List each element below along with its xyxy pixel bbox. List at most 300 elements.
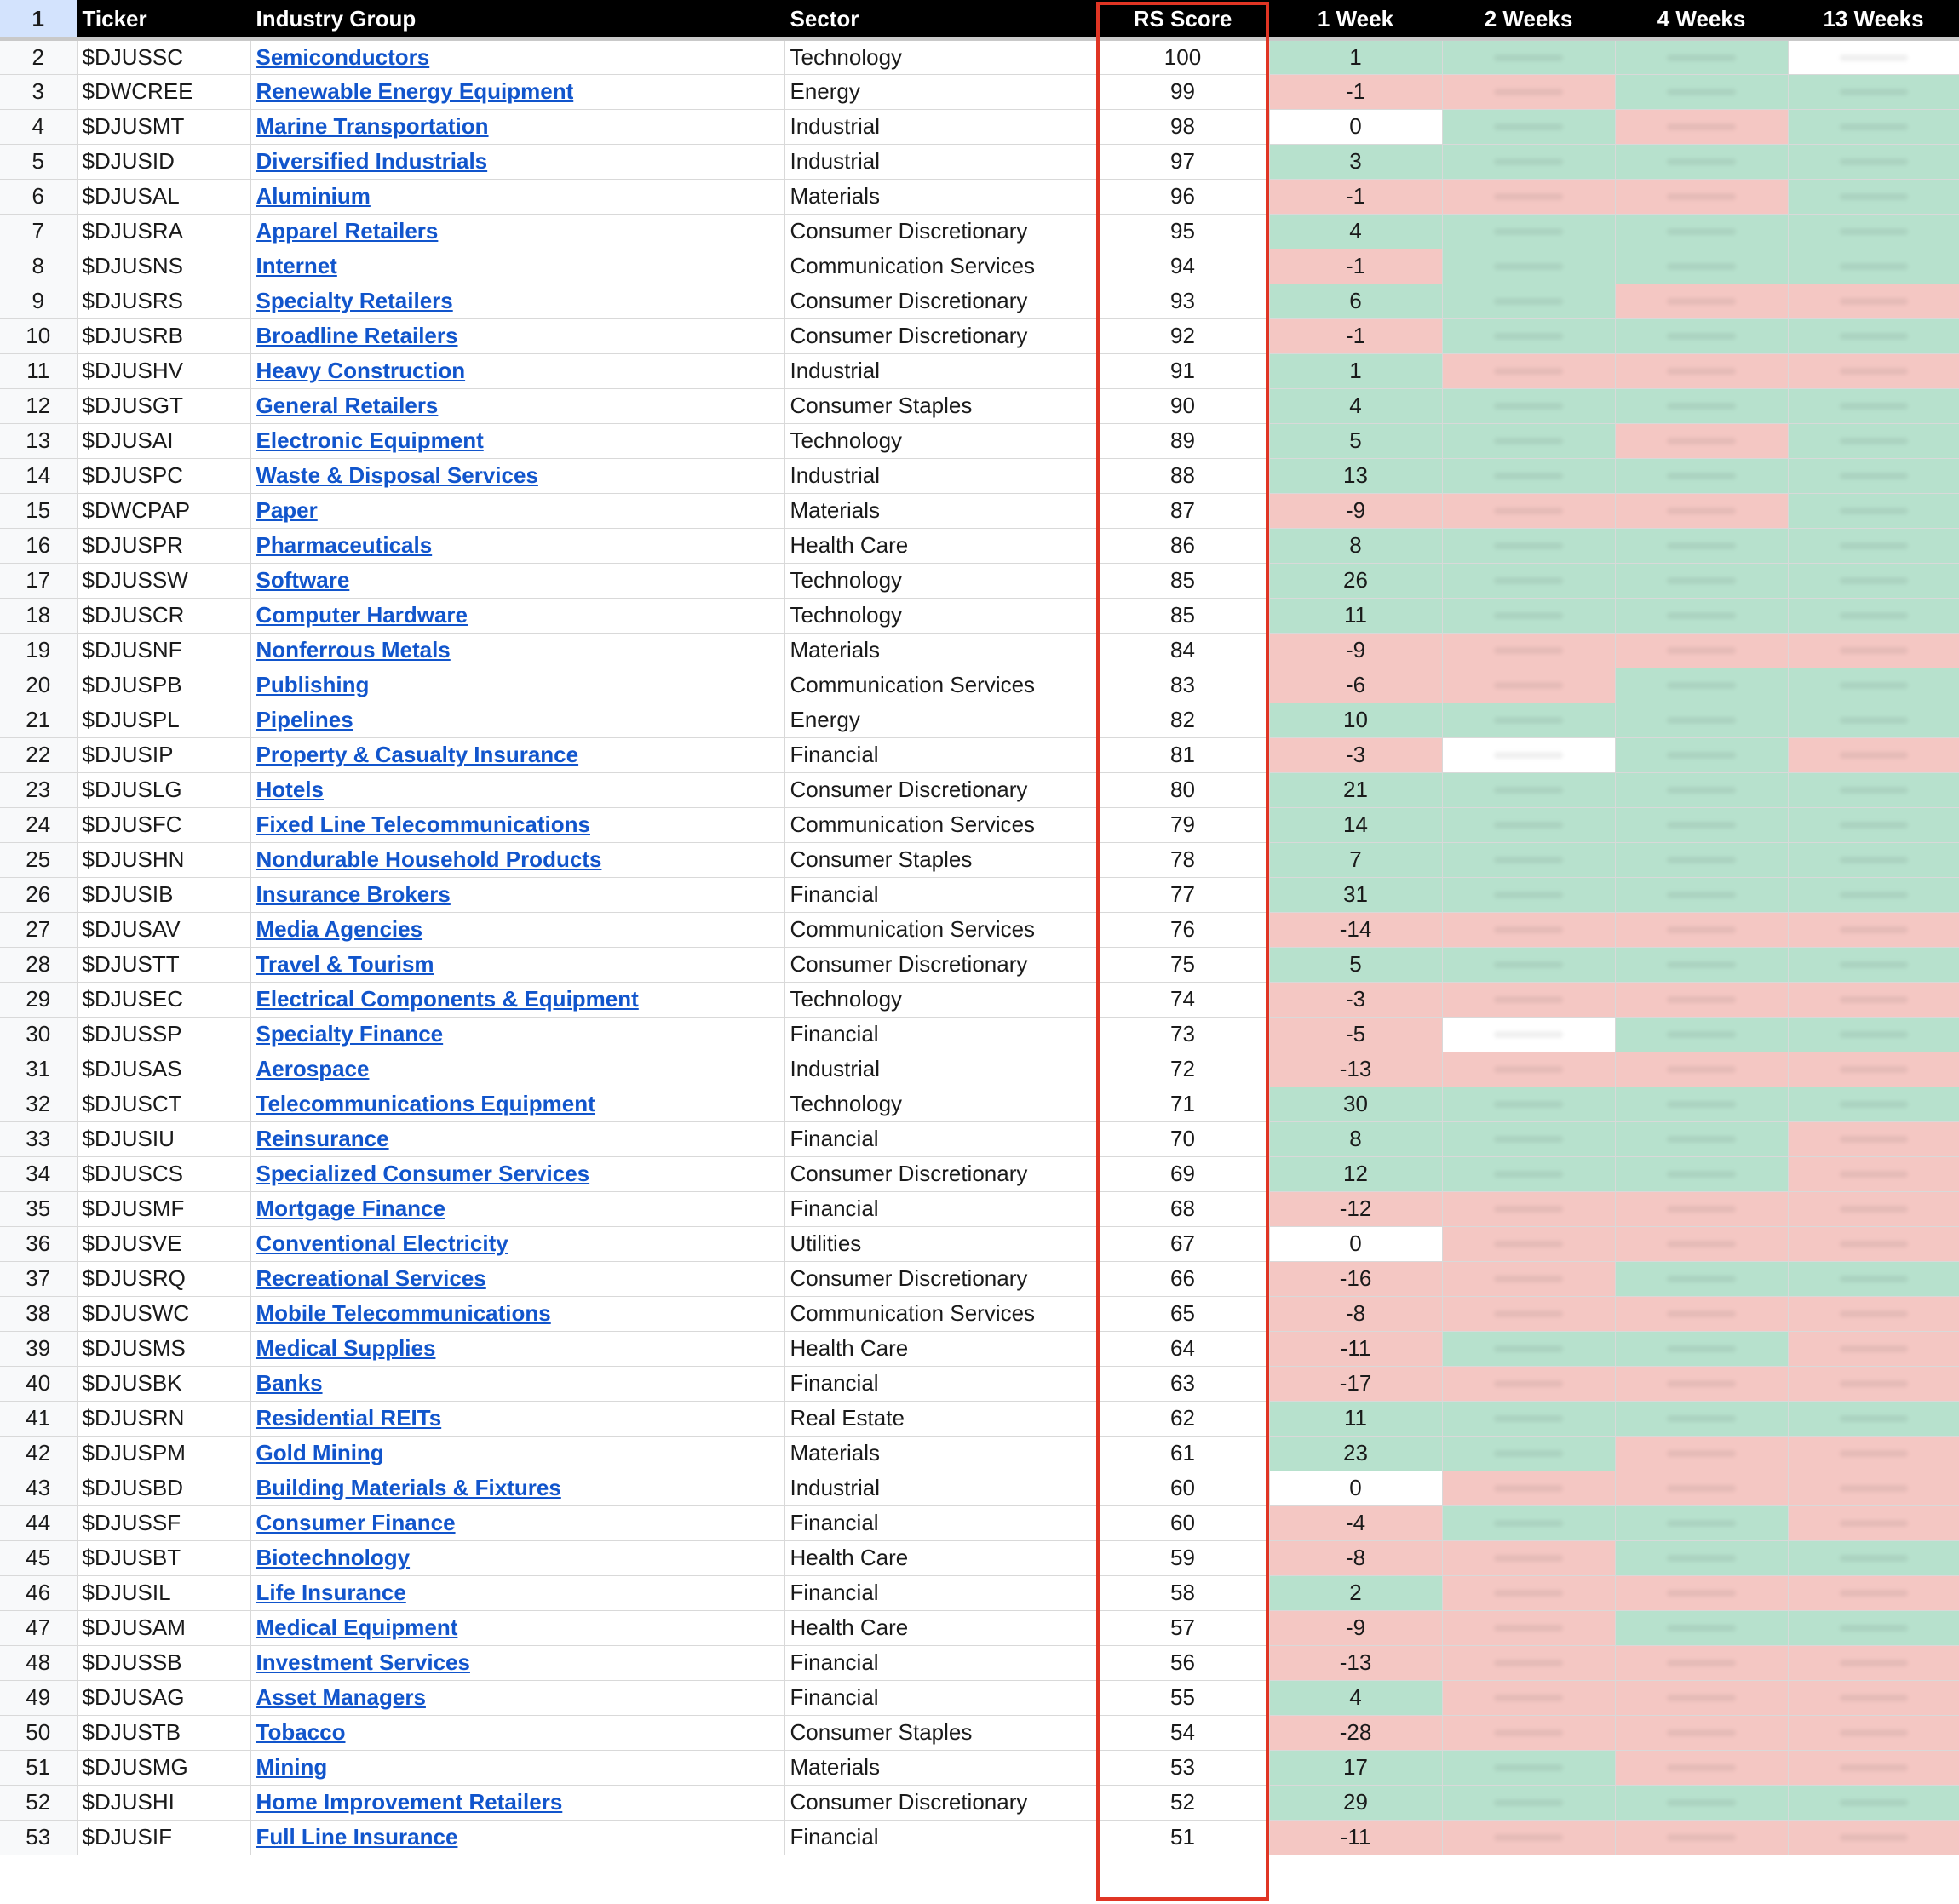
ticker-cell[interactable]: $DJUSBT [77,1540,250,1575]
industry-group-cell[interactable] [250,493,784,528]
sector-cell[interactable]: Materials [784,633,1096,668]
industry-group-link[interactable]: Software [256,567,350,593]
industry-group-cell[interactable] [250,1750,784,1785]
ticker-cell[interactable]: $DJUSIB [77,877,250,912]
row-number[interactable]: 22 [0,737,77,772]
row-number[interactable]: 37 [0,1261,77,1296]
row-number[interactable]: 48 [0,1645,77,1680]
industry-group-cell[interactable] [250,1401,784,1436]
13-weeks-cell[interactable] [1788,423,1959,458]
industry-group-cell[interactable] [250,39,784,74]
ticker-cell[interactable]: $DJUSRB [77,318,250,353]
1-week-cell[interactable]: 3 [1269,144,1442,179]
row-number[interactable]: 42 [0,1436,77,1471]
ticker-cell[interactable]: $DJUSPB [77,668,250,703]
2-weeks-cell[interactable] [1442,528,1615,563]
2-weeks-cell[interactable] [1442,1505,1615,1540]
rs-score-cell[interactable]: 57 [1096,1610,1269,1645]
row-number[interactable]: 6 [0,179,77,214]
sector-cell[interactable]: Financial [784,1575,1096,1610]
2-weeks-cell[interactable] [1442,563,1615,598]
rs-score-cell[interactable]: 83 [1096,668,1269,703]
ticker-cell[interactable]: $DJUSSB [77,1645,250,1680]
industry-group-cell[interactable] [250,284,784,318]
sector-cell[interactable]: Industrial [784,1471,1096,1505]
sector-cell[interactable]: Consumer Discretionary [784,772,1096,807]
4-weeks-cell[interactable] [1615,318,1788,353]
col-header-1-week[interactable]: 1 Week [1269,0,1442,39]
ticker-cell[interactable]: $DJUSSC [77,39,250,74]
rs-score-cell[interactable]: 68 [1096,1191,1269,1226]
row-number[interactable]: 52 [0,1785,77,1820]
industry-group-link[interactable]: Gold Mining [256,1440,384,1465]
row-number[interactable]: 29 [0,982,77,1017]
2-weeks-cell[interactable] [1442,1087,1615,1121]
industry-group-cell[interactable] [250,1715,784,1750]
2-weeks-cell[interactable] [1442,353,1615,388]
row-number[interactable]: 16 [0,528,77,563]
row-number[interactable]: 36 [0,1226,77,1261]
2-weeks-cell[interactable] [1442,842,1615,877]
1-week-cell[interactable]: 2 [1269,1575,1442,1610]
4-weeks-cell[interactable] [1615,1610,1788,1645]
13-weeks-cell[interactable] [1788,1401,1959,1436]
rs-score-cell[interactable]: 63 [1096,1366,1269,1401]
rs-score-cell[interactable]: 52 [1096,1785,1269,1820]
2-weeks-cell[interactable] [1442,109,1615,144]
industry-group-cell[interactable] [250,1820,784,1855]
ticker-cell[interactable]: $DJUSBK [77,1366,250,1401]
2-weeks-cell[interactable] [1442,1296,1615,1331]
1-week-cell[interactable]: -9 [1269,1610,1442,1645]
ticker-cell[interactable]: $DJUSMG [77,1750,250,1785]
industry-group-link[interactable]: Marine Transportation [256,113,489,139]
4-weeks-cell[interactable] [1615,144,1788,179]
1-week-cell[interactable]: -1 [1269,179,1442,214]
row-number[interactable]: 38 [0,1296,77,1331]
industry-group-link[interactable]: Nondurable Household Products [256,846,602,872]
sector-cell[interactable]: Materials [784,493,1096,528]
13-weeks-cell[interactable] [1788,1785,1959,1820]
2-weeks-cell[interactable] [1442,284,1615,318]
1-week-cell[interactable]: 1 [1269,39,1442,74]
4-weeks-cell[interactable] [1615,1645,1788,1680]
13-weeks-cell[interactable] [1788,1261,1959,1296]
4-weeks-cell[interactable] [1615,109,1788,144]
ticker-cell[interactable]: $DJUSWC [77,1296,250,1331]
ticker-cell[interactable]: $DJUSAM [77,1610,250,1645]
2-weeks-cell[interactable] [1442,947,1615,982]
sector-cell[interactable]: Technology [784,1087,1096,1121]
13-weeks-cell[interactable] [1788,1191,1959,1226]
row-number[interactable]: 23 [0,772,77,807]
ticker-cell[interactable]: $DJUSIU [77,1121,250,1156]
2-weeks-cell[interactable] [1442,1610,1615,1645]
industry-group-cell[interactable] [250,1052,784,1087]
4-weeks-cell[interactable] [1615,877,1788,912]
industry-group-cell[interactable] [250,318,784,353]
1-week-cell[interactable]: -28 [1269,1715,1442,1750]
2-weeks-cell[interactable] [1442,39,1615,74]
row-number[interactable]: 49 [0,1680,77,1715]
sector-cell[interactable]: Communication Services [784,668,1096,703]
row-number[interactable]: 44 [0,1505,77,1540]
2-weeks-cell[interactable] [1442,737,1615,772]
row-number[interactable]: 39 [0,1331,77,1366]
4-weeks-cell[interactable] [1615,249,1788,284]
industry-group-cell[interactable] [250,1156,784,1191]
4-weeks-cell[interactable] [1615,1261,1788,1296]
row-number[interactable]: 10 [0,318,77,353]
1-week-cell[interactable]: -3 [1269,737,1442,772]
13-weeks-cell[interactable] [1788,772,1959,807]
1-week-cell[interactable]: -13 [1269,1052,1442,1087]
2-weeks-cell[interactable] [1442,1331,1615,1366]
4-weeks-cell[interactable] [1615,1331,1788,1366]
1-week-cell[interactable]: -16 [1269,1261,1442,1296]
rs-score-cell[interactable]: 84 [1096,633,1269,668]
sector-cell[interactable]: Industrial [784,109,1096,144]
rs-score-cell[interactable]: 100 [1096,39,1269,74]
sector-cell[interactable]: Technology [784,598,1096,633]
ticker-cell[interactable]: $DJUSPR [77,528,250,563]
ticker-cell[interactable]: $DJUSHN [77,842,250,877]
4-weeks-cell[interactable] [1615,179,1788,214]
ticker-cell[interactable]: $DJUSIF [77,1820,250,1855]
13-weeks-cell[interactable] [1788,1680,1959,1715]
row-number[interactable]: 31 [0,1052,77,1087]
2-weeks-cell[interactable] [1442,388,1615,423]
row-number[interactable]: 20 [0,668,77,703]
rs-score-cell[interactable]: 79 [1096,807,1269,842]
sector-cell[interactable]: Health Care [784,1540,1096,1575]
industry-group-link[interactable]: Electrical Components & Equipment [256,986,639,1012]
13-weeks-cell[interactable] [1788,74,1959,109]
rs-score-cell[interactable]: 98 [1096,109,1269,144]
row-header-1[interactable]: 1 [0,0,77,39]
2-weeks-cell[interactable] [1442,598,1615,633]
rs-score-cell[interactable]: 92 [1096,318,1269,353]
1-week-cell[interactable]: 6 [1269,284,1442,318]
2-weeks-cell[interactable] [1442,1575,1615,1610]
4-weeks-cell[interactable] [1615,1820,1788,1855]
row-number[interactable]: 41 [0,1401,77,1436]
row-number[interactable]: 5 [0,144,77,179]
sector-cell[interactable]: Financial [784,877,1096,912]
13-weeks-cell[interactable] [1788,1226,1959,1261]
1-week-cell[interactable]: 1 [1269,353,1442,388]
sector-cell[interactable]: Communication Services [784,249,1096,284]
13-weeks-cell[interactable] [1788,1121,1959,1156]
ticker-cell[interactable]: $DJUSAS [77,1052,250,1087]
rs-score-cell[interactable]: 51 [1096,1820,1269,1855]
13-weeks-cell[interactable] [1788,1366,1959,1401]
13-weeks-cell[interactable] [1788,214,1959,249]
industry-group-link[interactable]: Medical Equipment [256,1614,458,1640]
4-weeks-cell[interactable] [1615,1505,1788,1540]
sector-cell[interactable]: Financial [784,1121,1096,1156]
2-weeks-cell[interactable] [1442,1820,1615,1855]
1-week-cell[interactable]: 17 [1269,1750,1442,1785]
industry-group-cell[interactable] [250,1505,784,1540]
rs-score-cell[interactable]: 87 [1096,493,1269,528]
industry-group-link[interactable]: Mining [256,1754,328,1780]
industry-group-cell[interactable] [250,249,784,284]
ticker-cell[interactable]: $DJUSCS [77,1156,250,1191]
rs-score-cell[interactable]: 65 [1096,1296,1269,1331]
industry-group-cell[interactable] [250,947,784,982]
industry-group-cell[interactable] [250,1121,784,1156]
industry-group-cell[interactable] [250,1540,784,1575]
2-weeks-cell[interactable] [1442,179,1615,214]
rs-score-cell[interactable]: 66 [1096,1261,1269,1296]
sector-cell[interactable]: Industrial [784,144,1096,179]
4-weeks-cell[interactable] [1615,528,1788,563]
13-weeks-cell[interactable] [1788,179,1959,214]
row-number[interactable]: 27 [0,912,77,947]
13-weeks-cell[interactable] [1788,807,1959,842]
rs-score-cell[interactable]: 99 [1096,74,1269,109]
1-week-cell[interactable]: 5 [1269,947,1442,982]
industry-group-cell[interactable] [250,458,784,493]
13-weeks-cell[interactable] [1788,353,1959,388]
sector-cell[interactable]: Energy [784,74,1096,109]
ticker-cell[interactable]: $DJUSLG [77,772,250,807]
13-weeks-cell[interactable] [1788,1540,1959,1575]
sector-cell[interactable]: Health Care [784,1331,1096,1366]
rs-score-cell[interactable]: 93 [1096,284,1269,318]
13-weeks-cell[interactable] [1788,1296,1959,1331]
13-weeks-cell[interactable] [1788,528,1959,563]
ticker-cell[interactable]: $DJUSSF [77,1505,250,1540]
industry-group-link[interactable]: Life Insurance [256,1580,406,1605]
industry-group-cell[interactable] [250,912,784,947]
sector-cell[interactable]: Communication Services [784,1296,1096,1331]
row-number[interactable]: 46 [0,1575,77,1610]
1-week-cell[interactable]: 11 [1269,1401,1442,1436]
13-weeks-cell[interactable] [1788,1052,1959,1087]
1-week-cell[interactable]: -1 [1269,318,1442,353]
row-number[interactable]: 33 [0,1121,77,1156]
row-number[interactable]: 8 [0,249,77,284]
rs-score-cell[interactable]: 82 [1096,703,1269,737]
rs-score-cell[interactable]: 90 [1096,388,1269,423]
sector-cell[interactable]: Energy [784,703,1096,737]
row-number[interactable]: 13 [0,423,77,458]
4-weeks-cell[interactable] [1615,668,1788,703]
1-week-cell[interactable]: 31 [1269,877,1442,912]
13-weeks-cell[interactable] [1788,1715,1959,1750]
row-number[interactable]: 18 [0,598,77,633]
sector-cell[interactable]: Financial [784,1191,1096,1226]
1-week-cell[interactable]: -14 [1269,912,1442,947]
industry-group-link[interactable]: Paper [256,497,318,523]
industry-group-link[interactable]: Reinsurance [256,1126,389,1151]
industry-group-cell[interactable] [250,388,784,423]
industry-group-link[interactable]: Semiconductors [256,43,430,70]
2-weeks-cell[interactable] [1442,74,1615,109]
rs-score-cell[interactable]: 74 [1096,982,1269,1017]
1-week-cell[interactable]: -9 [1269,633,1442,668]
industry-group-link[interactable]: Hotels [256,777,324,802]
rs-score-cell[interactable]: 59 [1096,1540,1269,1575]
2-weeks-cell[interactable] [1442,1121,1615,1156]
industry-group-cell[interactable] [250,563,784,598]
13-weeks-cell[interactable] [1788,1436,1959,1471]
row-number[interactable]: 34 [0,1156,77,1191]
sector-cell[interactable]: Consumer Discretionary [784,214,1096,249]
ticker-cell[interactable]: $DJUSIL [77,1575,250,1610]
industry-group-link[interactable]: Internet [256,253,337,278]
2-weeks-cell[interactable] [1442,668,1615,703]
industry-group-cell[interactable] [250,1087,784,1121]
rs-score-cell[interactable]: 73 [1096,1017,1269,1052]
1-week-cell[interactable]: 8 [1269,1121,1442,1156]
rs-score-cell[interactable]: 53 [1096,1750,1269,1785]
2-weeks-cell[interactable] [1442,877,1615,912]
rs-score-cell[interactable]: 72 [1096,1052,1269,1087]
13-weeks-cell[interactable] [1788,668,1959,703]
sector-cell[interactable]: Technology [784,423,1096,458]
sector-cell[interactable]: Industrial [784,458,1096,493]
rs-score-cell[interactable]: 94 [1096,249,1269,284]
13-weeks-cell[interactable] [1788,109,1959,144]
1-week-cell[interactable]: 4 [1269,214,1442,249]
sector-cell[interactable]: Health Care [784,1610,1096,1645]
industry-group-cell[interactable] [250,1191,784,1226]
rs-score-cell[interactable]: 81 [1096,737,1269,772]
4-weeks-cell[interactable] [1615,353,1788,388]
industry-group-cell[interactable] [250,353,784,388]
ticker-cell[interactable]: $DJUSAG [77,1680,250,1715]
sector-cell[interactable]: Financial [784,737,1096,772]
13-weeks-cell[interactable] [1788,982,1959,1017]
industry-group-link[interactable]: Recreational Services [256,1265,486,1291]
rs-score-cell[interactable]: 77 [1096,877,1269,912]
sector-cell[interactable]: Financial [784,1820,1096,1855]
sector-cell[interactable]: Financial [784,1017,1096,1052]
sector-cell[interactable]: Technology [784,39,1096,74]
4-weeks-cell[interactable] [1615,1121,1788,1156]
2-weeks-cell[interactable] [1442,1715,1615,1750]
4-weeks-cell[interactable] [1615,1785,1788,1820]
industry-group-cell[interactable] [250,179,784,214]
13-weeks-cell[interactable] [1788,1750,1959,1785]
ticker-cell[interactable]: $DJUSIP [77,737,250,772]
1-week-cell[interactable]: -3 [1269,982,1442,1017]
13-weeks-cell[interactable] [1788,284,1959,318]
industry-group-cell[interactable] [250,633,784,668]
4-weeks-cell[interactable] [1615,1191,1788,1226]
rs-score-cell[interactable]: 95 [1096,214,1269,249]
ticker-cell[interactable]: $DJUSAV [77,912,250,947]
rs-score-cell[interactable]: 67 [1096,1226,1269,1261]
1-week-cell[interactable]: 0 [1269,1226,1442,1261]
4-weeks-cell[interactable] [1615,633,1788,668]
2-weeks-cell[interactable] [1442,912,1615,947]
industry-group-link[interactable]: Property & Casualty Insurance [256,742,579,767]
ticker-cell[interactable]: $DJUSRN [77,1401,250,1436]
2-weeks-cell[interactable] [1442,423,1615,458]
2-weeks-cell[interactable] [1442,1540,1615,1575]
industry-group-link[interactable]: Telecommunications Equipment [256,1091,595,1116]
13-weeks-cell[interactable] [1788,947,1959,982]
13-weeks-cell[interactable] [1788,1610,1959,1645]
industry-group-link[interactable]: Nonferrous Metals [256,637,451,662]
row-number[interactable]: 14 [0,458,77,493]
13-weeks-cell[interactable] [1788,1575,1959,1610]
industry-group-link[interactable]: Biotechnology [256,1545,411,1570]
ticker-cell[interactable]: $DJUSPL [77,703,250,737]
ticker-cell[interactable]: $DJUSEC [77,982,250,1017]
4-weeks-cell[interactable] [1615,1540,1788,1575]
2-weeks-cell[interactable] [1442,458,1615,493]
13-weeks-cell[interactable] [1788,598,1959,633]
13-weeks-cell[interactable] [1788,1156,1959,1191]
rs-score-cell[interactable]: 60 [1096,1471,1269,1505]
1-week-cell[interactable]: -8 [1269,1540,1442,1575]
4-weeks-cell[interactable] [1615,214,1788,249]
industry-group-link[interactable]: Specialized Consumer Services [256,1161,590,1186]
industry-group-link[interactable]: Pipelines [256,707,353,732]
sector-cell[interactable]: Financial [784,1680,1096,1715]
rs-score-cell[interactable]: 58 [1096,1575,1269,1610]
4-weeks-cell[interactable] [1615,912,1788,947]
row-number[interactable]: 43 [0,1471,77,1505]
13-weeks-cell[interactable] [1788,1017,1959,1052]
13-weeks-cell[interactable] [1788,39,1959,74]
row-number[interactable]: 40 [0,1366,77,1401]
4-weeks-cell[interactable] [1615,1087,1788,1121]
row-number[interactable]: 25 [0,842,77,877]
4-weeks-cell[interactable] [1615,493,1788,528]
col-header-rs-score[interactable]: RS Score [1096,0,1269,39]
sector-cell[interactable]: Consumer Discretionary [784,318,1096,353]
rs-score-cell[interactable]: 91 [1096,353,1269,388]
sector-cell[interactable]: Financial [784,1366,1096,1401]
ticker-cell[interactable]: $DJUSTB [77,1715,250,1750]
sector-cell[interactable]: Consumer Staples [784,842,1096,877]
industry-group-link[interactable]: Diversified Industrials [256,148,488,174]
rs-score-cell[interactable]: 55 [1096,1680,1269,1715]
ticker-cell[interactable]: $DWCREE [77,74,250,109]
13-weeks-cell[interactable] [1788,1087,1959,1121]
sector-cell[interactable]: Real Estate [784,1401,1096,1436]
row-number[interactable]: 3 [0,74,77,109]
13-weeks-cell[interactable] [1788,388,1959,423]
industry-group-cell[interactable] [250,1471,784,1505]
sector-cell[interactable]: Industrial [784,1052,1096,1087]
col-header-industry-group[interactable]: Industry Group [250,0,784,39]
4-weeks-cell[interactable] [1615,458,1788,493]
industry-group-link[interactable]: Pharmaceuticals [256,532,433,558]
4-weeks-cell[interactable] [1615,772,1788,807]
sector-cell[interactable]: Technology [784,982,1096,1017]
4-weeks-cell[interactable] [1615,842,1788,877]
industry-group-cell[interactable] [250,144,784,179]
row-number[interactable]: 11 [0,353,77,388]
industry-group-link[interactable]: Asset Managers [256,1684,426,1710]
2-weeks-cell[interactable] [1442,1052,1615,1087]
2-weeks-cell[interactable] [1442,1017,1615,1052]
2-weeks-cell[interactable] [1442,1436,1615,1471]
4-weeks-cell[interactable] [1615,1575,1788,1610]
industry-group-cell[interactable] [250,1296,784,1331]
1-week-cell[interactable]: 21 [1269,772,1442,807]
row-number[interactable]: 26 [0,877,77,912]
rs-score-cell[interactable]: 86 [1096,528,1269,563]
industry-group-link[interactable]: Investment Services [256,1649,470,1675]
